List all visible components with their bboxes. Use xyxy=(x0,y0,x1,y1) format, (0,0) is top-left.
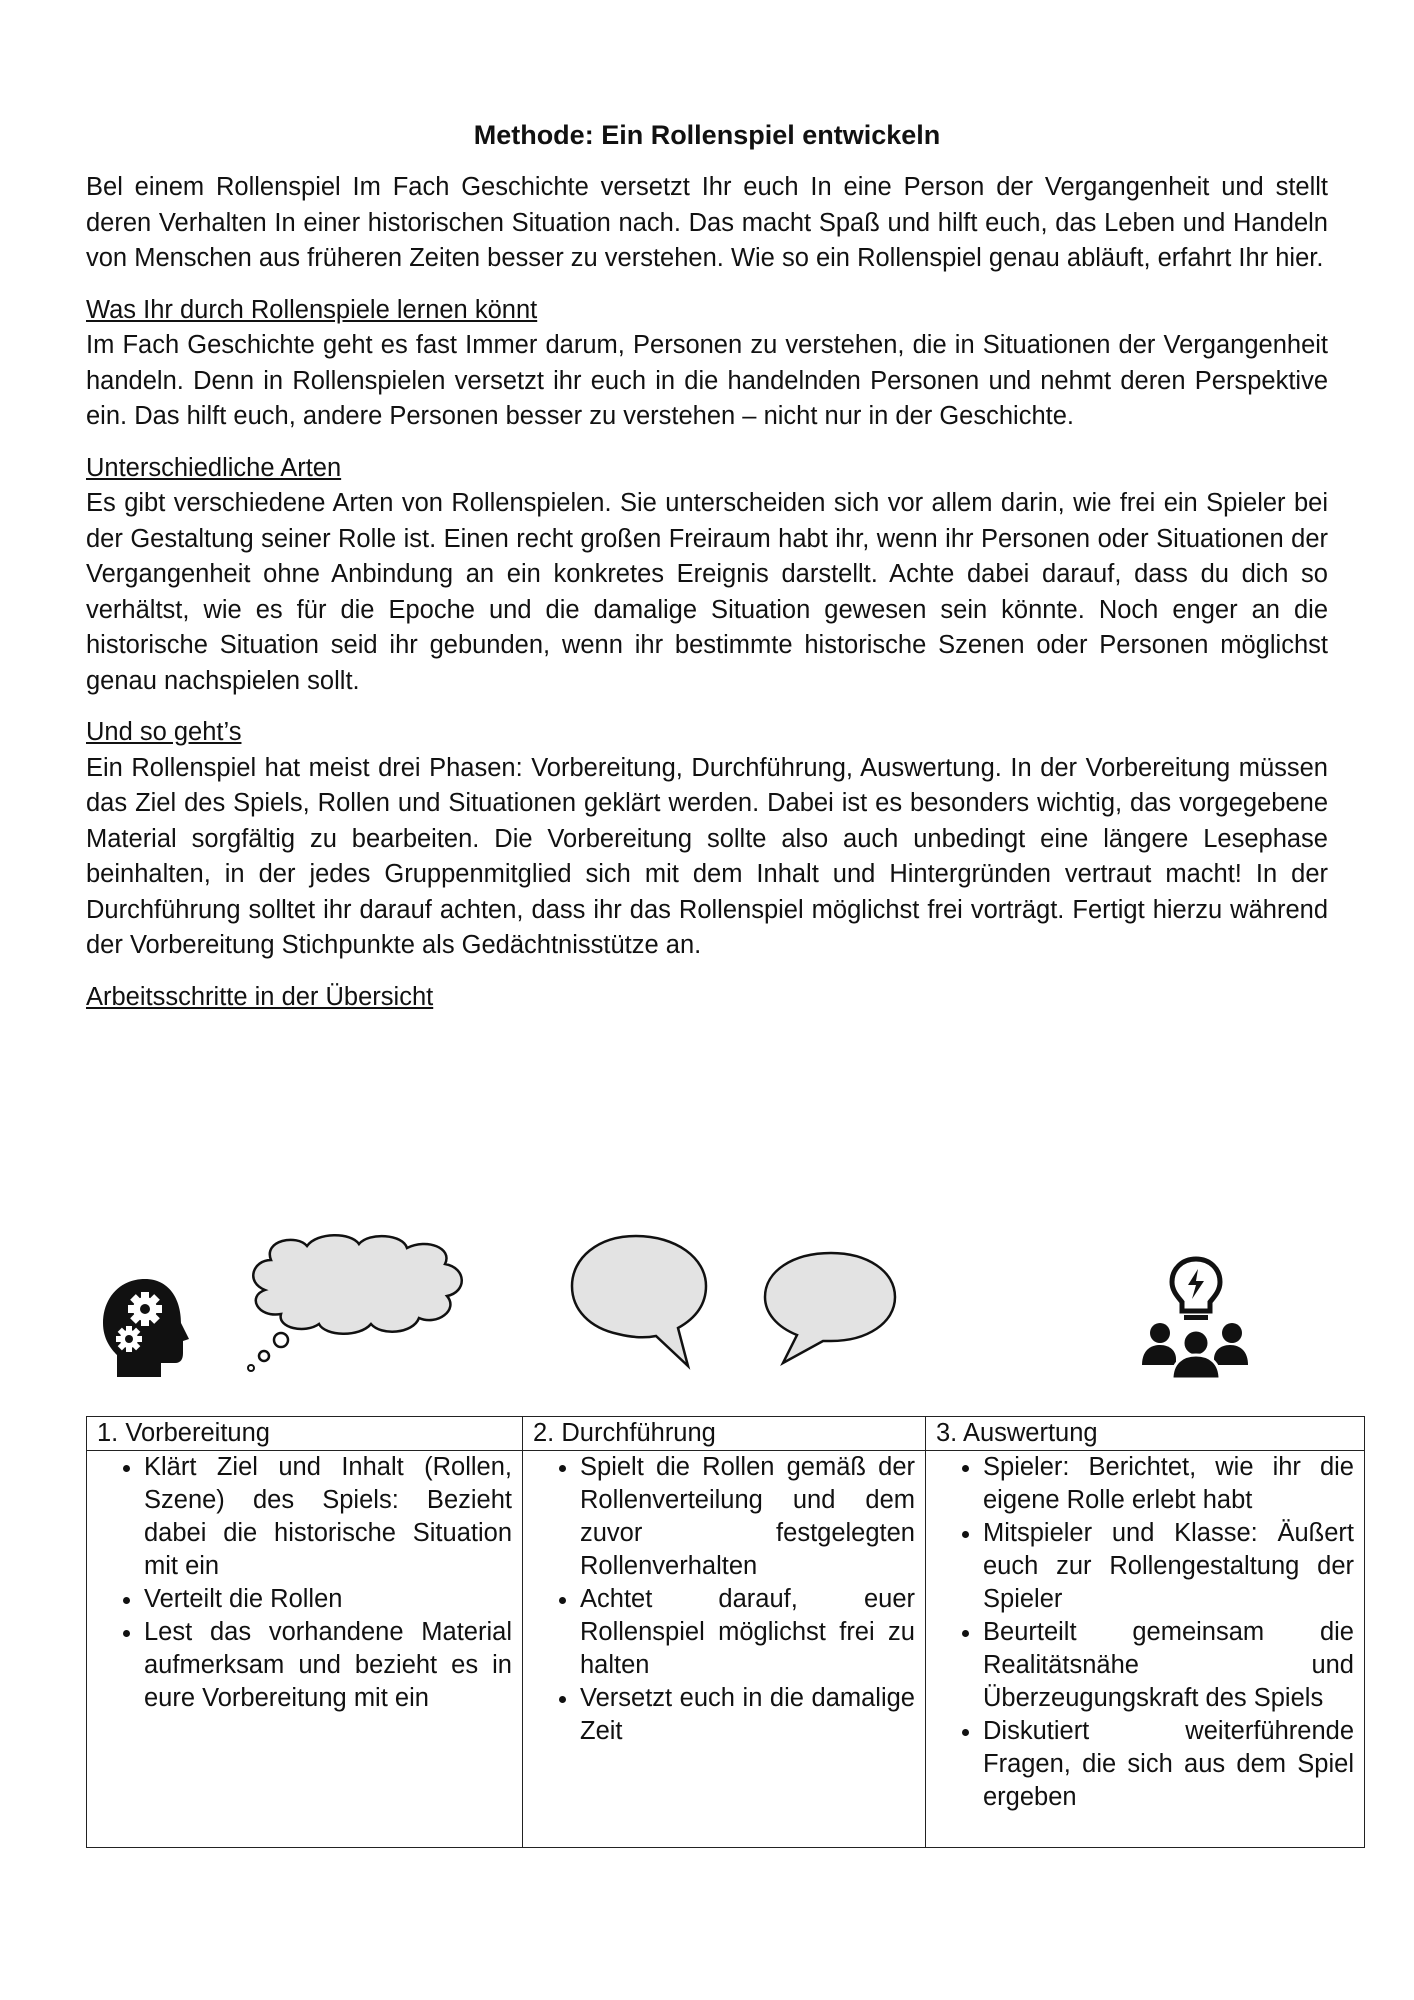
table-cell-execution xyxy=(523,1451,926,1848)
speech-bubble-left-icon xyxy=(566,1230,716,1370)
table-header-cell: 2. Durchführung xyxy=(523,1417,926,1451)
table-header-row xyxy=(87,1417,1365,1451)
bullet-list-preparation xyxy=(87,1451,512,1715)
list-item: • Achtet darauf, euer Rollenspiel möglichst frei zu halten xyxy=(580,1583,915,1682)
thought-bubble-icon xyxy=(241,1230,471,1380)
overview-heading: Arbeitsschritte in der Übersicht xyxy=(86,982,434,1011)
bullet-list-execution xyxy=(523,1451,915,1748)
team-idea-icon xyxy=(1126,1255,1261,1380)
list-item: • Versetzt euch in die damalige Zeit xyxy=(580,1682,915,1748)
list-item: • Spieler: Berichtet, wie ihr die eigene Rolle erlebt habt xyxy=(983,1451,1354,1517)
table-row xyxy=(87,1451,1365,1848)
work-steps-table xyxy=(86,1416,1365,1848)
list-item: • Lest das vorhandene Material aufmerksam und bezieht es in eure Vorbereitung mit ein xyxy=(144,1616,512,1715)
section-text-types: Es gibt verschiedene Arten von Rollenspielen. Sie unterscheiden sich vor allem darin, wie frei ein Spieler bei der Gestaltung seiner Rolle ist. Einen recht großen Freiraum habt ihr, wenn ihr Personen oder Situationen der Vergangenheit ohne Anbindung an ein konkretes Ereignis darstellt. Achte dabei darauf, dass du dich so verhältst, wie es für die Epoche und die damalige Situation gewesen sein könnte. Noch enger an die historische Situation seid ihr gebunden, wenn ihr bestimmte historische Szenen oder Personen möglichst genau nachspielen sollt. xyxy=(86,489,1328,695)
table-cell-preparation xyxy=(87,1451,523,1848)
section-text-howto: Ein Rollenspiel hat meist drei Phasen: Vorbereitung, Durchführung, Auswertung. In der Vorbereitung müssen das Ziel des Spiels, Rollen und Situationen geklärt werden. Dabei ist es besonders wichtig, das vorgegebene Material sorgfältig zu bearbeiten. Die Vorbereitung sollte also auch unbedingt eine längere Lesephase beinhalten, in der jedes Gruppenmitglied sich mit dem Inhalt und Hintergründen vertraut macht! In der Durchführung solltet ihr darauf achten, dass ihr das Rollenspiel möglichst frei vorträgt. Fertigt hierzu während der Vorbereitung Stichpunkte als Gedächtnisstütze an. xyxy=(86,753,1328,959)
intro-paragraph: Bel einem Rollenspiel Im Fach Geschichte versetzt Ihr euch In eine Person der Vergangenheit und stellt deren Verhalten In einer historischen Situation nach. Das macht Spaß und hilft euch, das Leben und Handeln von Menschen aus früheren Zeiten besser zu verstehen. Wie so ein Rollenspiel genau abläuft, erfahrt Ihr hier. xyxy=(86,173,1328,272)
bullet-list-evaluation xyxy=(926,1451,1354,1814)
section-heading-types: Unterschiedliche Arten xyxy=(86,453,342,482)
section-heading-learning: Was Ihr durch Rollenspiele lernen könnt xyxy=(86,295,538,324)
section-heading-howto: Und so geht’s xyxy=(86,718,242,746)
table-cell-evaluation xyxy=(926,1451,1365,1848)
head-gears-icon xyxy=(101,1275,189,1380)
list-item: • Klärt Ziel und Inhalt (Rollen, Szene) des Spiels: Bezieht dabei die historische Situation mit ein xyxy=(144,1451,512,1583)
list-item: • Spielt die Rollen gemäß der Rollenverteilung und dem zuvor festgelegten Rollenverhalten xyxy=(580,1451,915,1583)
table-header-cell: 3. Auswertung xyxy=(926,1417,1365,1451)
speech-bubble-right-icon xyxy=(751,1247,901,1367)
list-item: • Verteilt die Rollen xyxy=(144,1583,512,1616)
step-icons-row xyxy=(86,1215,1328,1395)
page-title: Methode: Ein Rollenspiel entwickeln xyxy=(473,120,941,150)
list-item: • Mitspieler und Klasse: Äußert euch zur Rollengestaltung der Spieler xyxy=(983,1517,1354,1616)
document-page xyxy=(86,0,1354,1811)
section-text-learning: Im Fach Geschichte geht es fast Immer darum, Personen zu verstehen, die in Situationen der Vergangenheit handeln. Denn in Rollenspielen versetzt ihr euch in die handelnden Personen und nehmt deren Perspektive ein. Das hilft euch, andere Personen besser zu verstehen – nicht nur in der Geschichte. xyxy=(86,331,1328,430)
list-item: • Diskutiert weiterführende Fragen, die sich aus dem Spiel ergeben xyxy=(983,1715,1354,1814)
list-item: • Beurteilt gemeinsam die Realitätsnähe und Überzeugungskraft des Spiels xyxy=(983,1616,1354,1715)
table-header-cell: 1. Vorbereitung xyxy=(87,1417,523,1451)
